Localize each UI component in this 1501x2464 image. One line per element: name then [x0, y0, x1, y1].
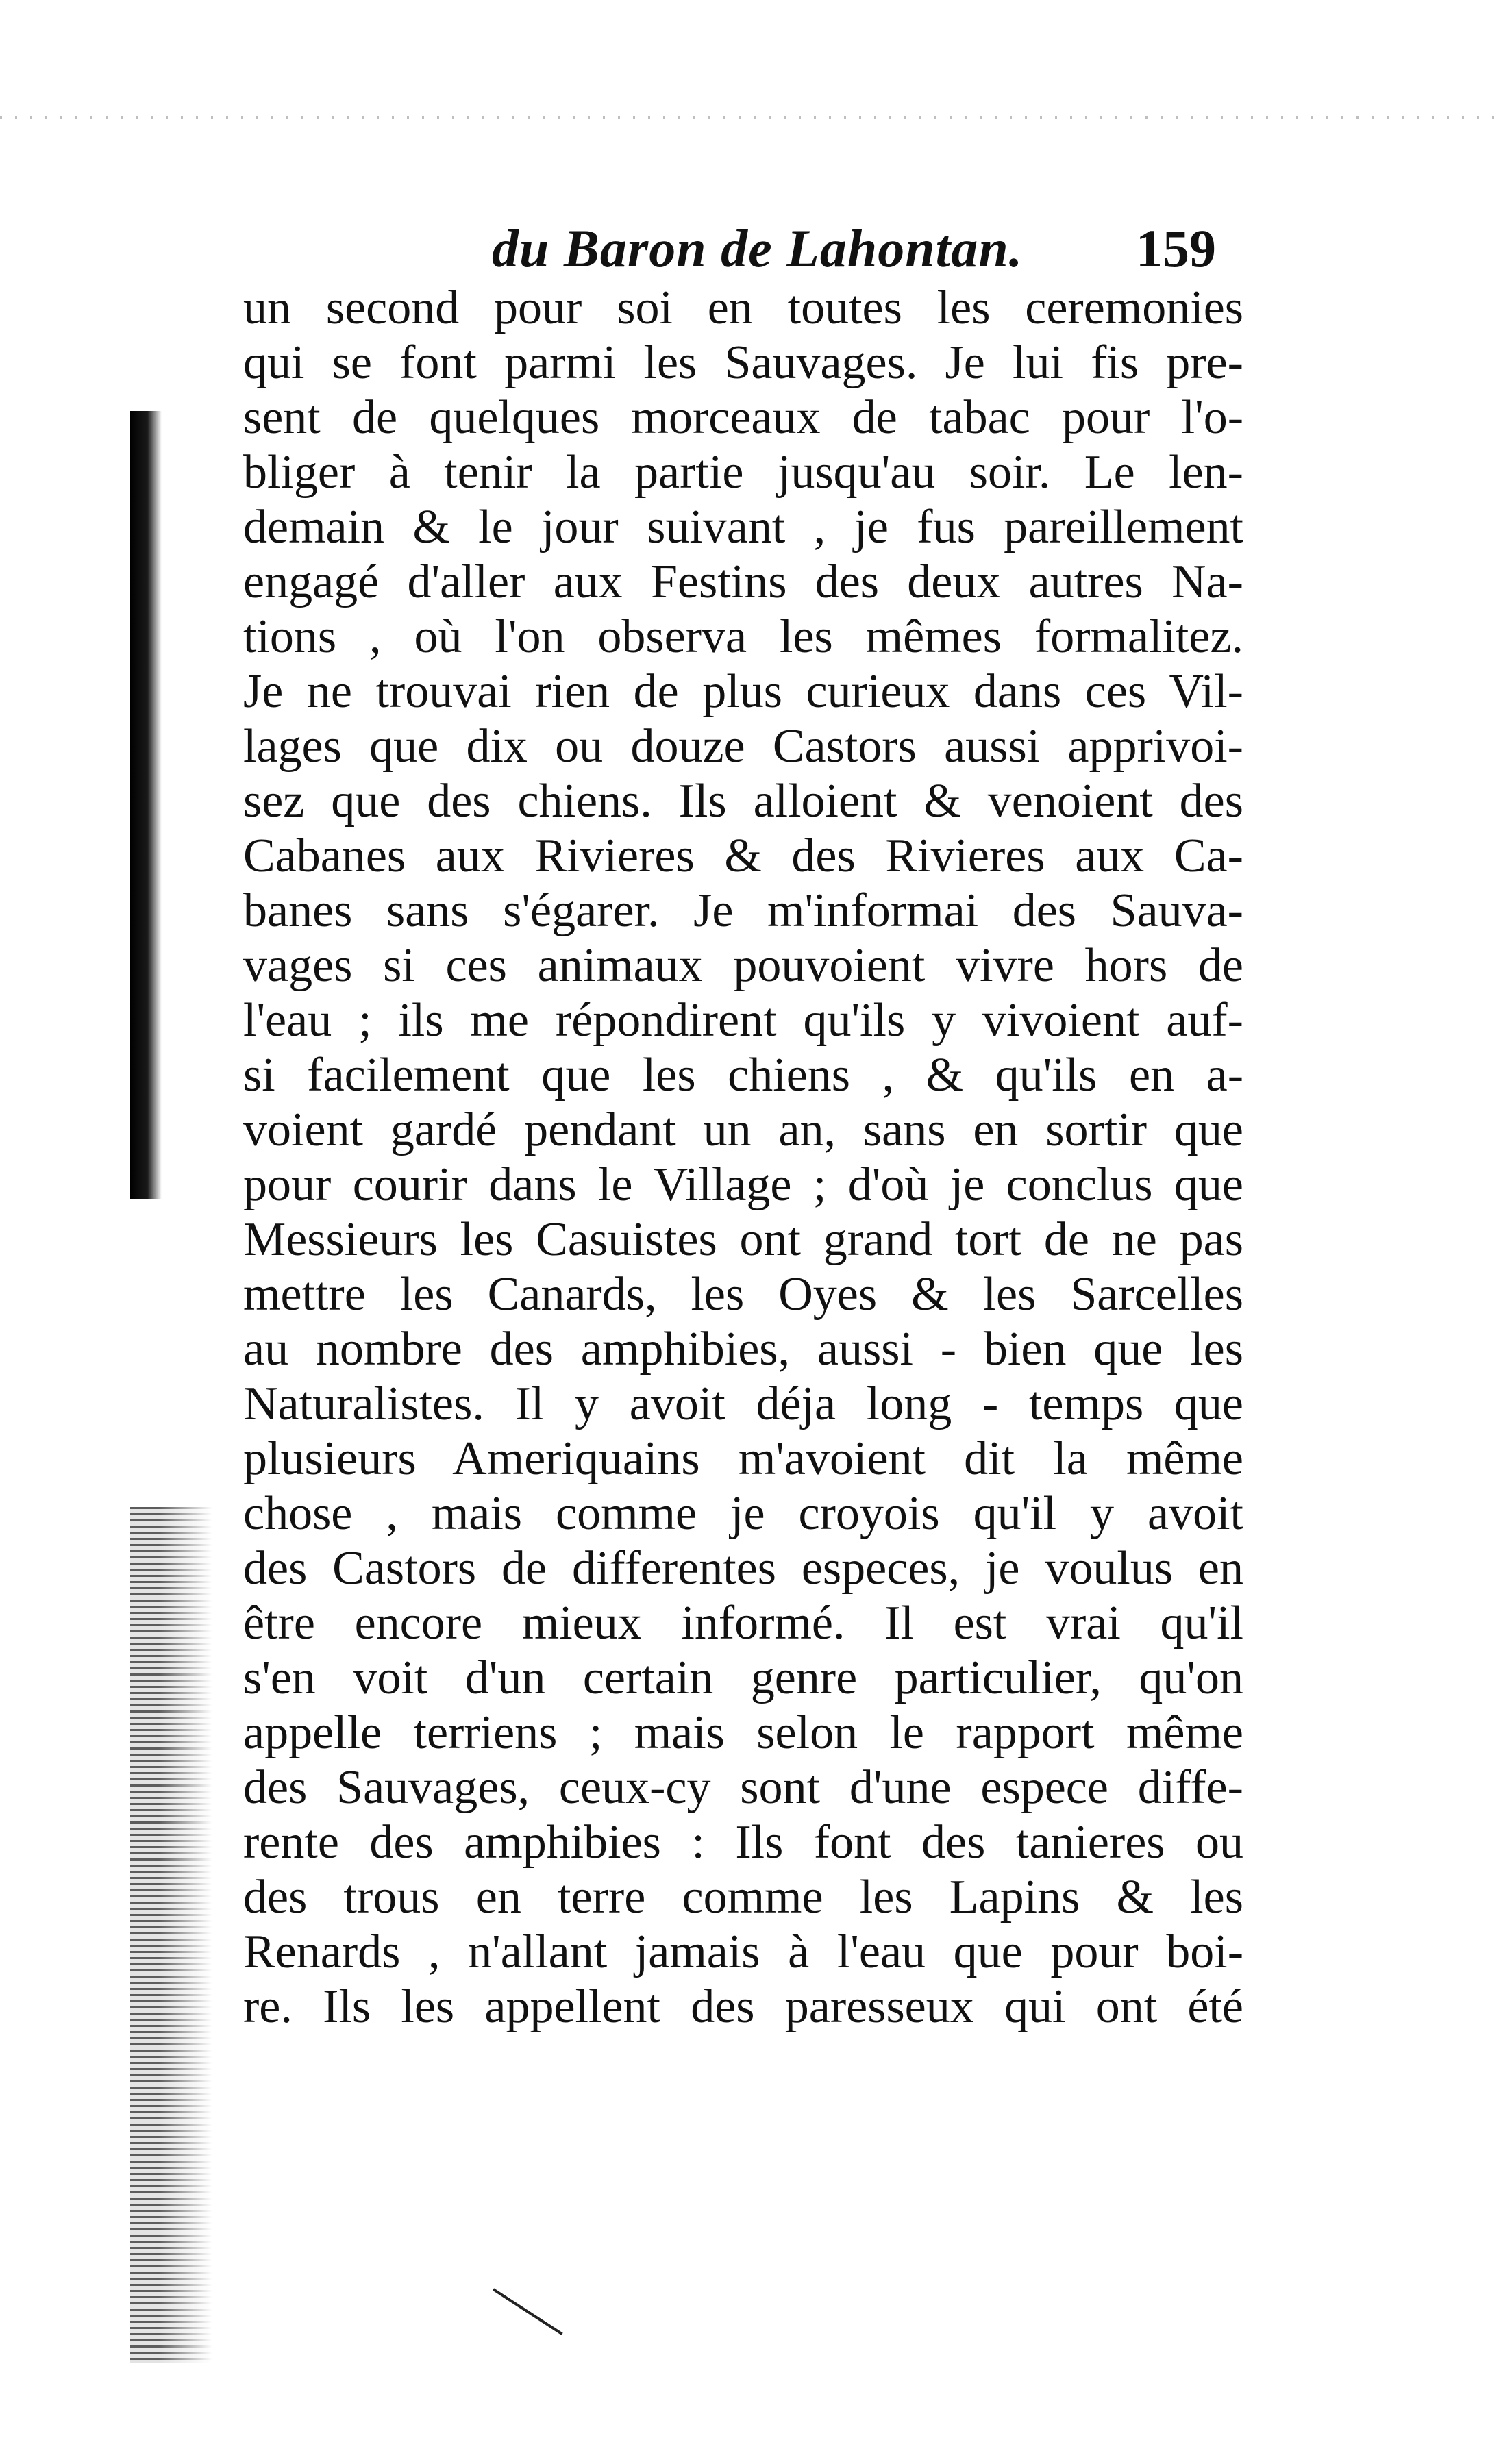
- text-line: mettre les Canards, les Oyes & les Sarcelles: [243, 1268, 1243, 1321]
- text-line: sent de quelques morceaux de tabac pour l'o-: [243, 391, 1243, 444]
- text-line: voient gardé pendant un an, sans en sortir que: [243, 1104, 1243, 1156]
- scan-mark: [493, 2288, 563, 2335]
- text-line: re. Ils les appellent des paresseux qui ont été: [243, 1980, 1243, 2033]
- text-line: si facilement que les chiens , & qu'ils en a-: [243, 1049, 1243, 1102]
- text-line: rente des amphibies : Ils font des tanieres ou: [243, 1816, 1243, 1869]
- text-line: pour courir dans le Village ; d'où je conclus que: [243, 1158, 1243, 1211]
- text-line: Je ne trouvai rien de plus curieux dans ces Vil-: [243, 665, 1243, 718]
- running-head: du Baron de Lahontan.: [492, 219, 1024, 278]
- text-line: tions , où l'on observa les mêmes formalitez.: [243, 610, 1243, 663]
- scan-edge-dots: [0, 116, 1501, 119]
- text-line: Cabanes aux Rivieres & des Rivieres aux Ca-: [243, 830, 1243, 882]
- text-line: bliger à tenir la partie jusqu'au soir. Le len-: [243, 446, 1243, 499]
- text-line: qui se font parmi les Sauvages. Je lui fis pre-: [243, 336, 1243, 389]
- text-line: l'eau ; ils me répondirent qu'ils y vivoient auf-: [243, 994, 1243, 1047]
- text-line: lages que dix ou douze Castors aussi apprivoi-: [243, 720, 1243, 773]
- text-line: engagé d'aller aux Festins des deux autres Na-: [243, 556, 1243, 608]
- text-line: demain & le jour suivant , je fus pareillement: [243, 501, 1243, 553]
- text-line: appelle terriens ; mais selon le rapport même: [243, 1706, 1243, 1759]
- binding-shadow: [130, 411, 162, 1199]
- text-line: Naturalistes. Il y avoit déja long - temps que: [243, 1378, 1243, 1430]
- text-line: s'en voit d'un certain genre particulier, qu'on: [243, 1652, 1243, 1704]
- text-line: chose , mais comme je croyois qu'il y avoit: [243, 1487, 1243, 1540]
- text-line: plusieurs Ameriquains m'avoient dit la même: [243, 1432, 1243, 1485]
- text-line: sez que des chiens. Ils alloient & venoient des: [243, 775, 1243, 827]
- binding-speckle: [130, 1507, 212, 2363]
- text-line: au nombre des amphibies, aussi - bien que les: [243, 1323, 1243, 1376]
- text-line: des Sauvages, ceux-cy sont d'une espece diffe-: [243, 1761, 1243, 1814]
- text-line: Messieurs les Casuistes ont grand tort de ne pas: [243, 1213, 1243, 1266]
- text-line: Renards , n'allant jamais à l'eau que pour boi-: [243, 1926, 1243, 1978]
- text-line: vages si ces animaux pouvoient vivre hors de: [243, 939, 1243, 992]
- text-line: un second pour soi en toutes les ceremonies: [243, 282, 1243, 334]
- text-line: être encore mieux informé. Il est vrai qu'il: [243, 1597, 1243, 1650]
- page-number: 159: [1136, 219, 1216, 278]
- text-line: banes sans s'égarer. Je m'informai des Sauva-: [243, 884, 1243, 937]
- text-line: des trous en terre comme les Lapins & les: [243, 1871, 1243, 1924]
- text-line: des Castors de differentes especes, je voulus en: [243, 1542, 1243, 1595]
- body-text: [243, 281, 1243, 2034]
